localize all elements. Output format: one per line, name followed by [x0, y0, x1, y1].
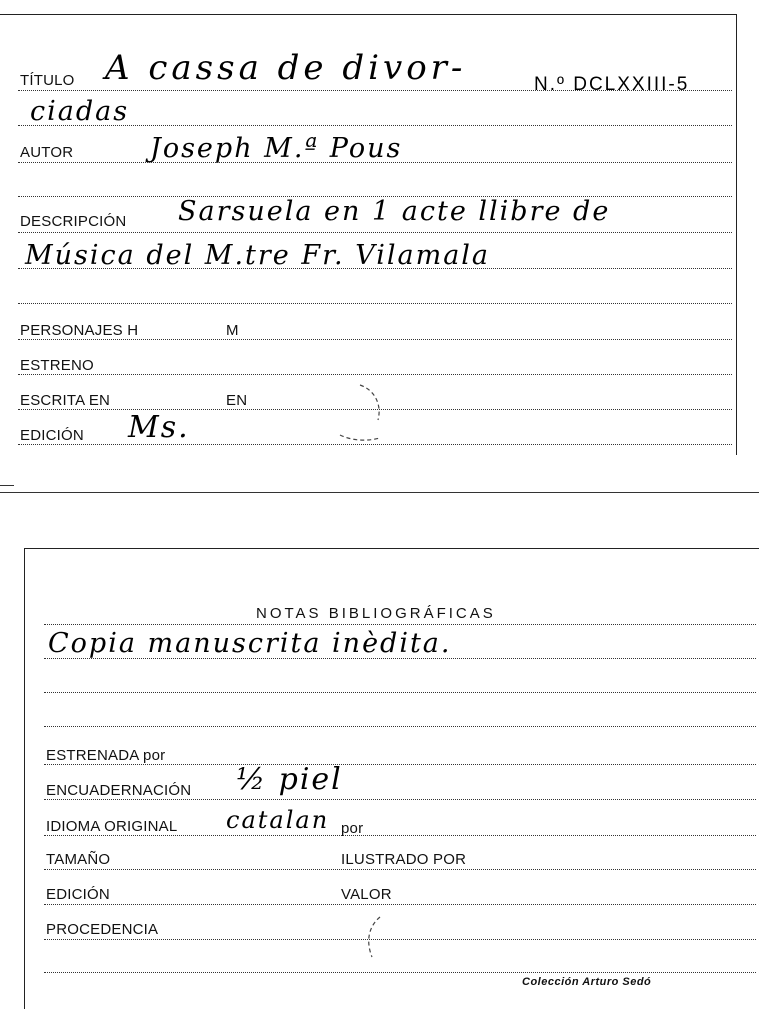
notas-handwriting: Copia manuscrita inèdita. — [48, 628, 452, 659]
notas-line — [44, 624, 756, 625]
tamano-label: TAMAÑO — [46, 851, 111, 868]
catalog-number: N.º DCLXXIII-5 — [534, 74, 690, 95]
collection-footer: Colección Arturo Sedó — [522, 976, 652, 988]
notas-line-2 — [44, 658, 756, 659]
edge-mark — [0, 485, 14, 486]
punch-hole-mark-2 — [360, 912, 430, 972]
idioma-original-label: IDIOMA ORIGINAL — [46, 818, 178, 835]
titulo-handwriting-line2: ciadas — [30, 96, 130, 127]
estrenada-por-label: ESTRENADA por — [46, 747, 166, 764]
punch-hole-mark — [320, 380, 400, 450]
descripcion-handwriting-line1: Sarsuela en 1 acte llibre de — [178, 196, 611, 227]
personajes-m-label: M — [226, 322, 239, 339]
encuadernacion-handwriting: ½ piel — [236, 762, 343, 797]
descripcion-line-2 — [18, 268, 732, 269]
titulo-line — [18, 90, 732, 91]
edicion-handwriting: Ms. — [128, 410, 190, 445]
blank-line-2 — [18, 303, 732, 304]
descripcion-line — [18, 232, 732, 233]
estrenada-line — [44, 764, 756, 765]
notas-line-4 — [44, 726, 756, 727]
notas-heading: NOTAS BIBLIOGRÁFICAS — [256, 605, 496, 622]
encuadernacion-line — [44, 799, 756, 800]
edicion2-line — [44, 904, 756, 905]
autor-handwriting: Joseph M.ª Pous — [150, 133, 403, 164]
edicion2-label: EDICIÓN — [46, 886, 110, 903]
encuadernacion-label: ENCUADERNACIÓN — [46, 782, 192, 799]
idioma-line — [44, 835, 756, 836]
estreno-label: ESTRENO — [20, 357, 94, 374]
escrita-en-second-label: EN — [226, 392, 248, 409]
ilustrado-por-label: ILUSTRADO POR — [341, 851, 467, 868]
idioma-por-label: por — [341, 820, 364, 837]
autor-line — [18, 162, 732, 163]
personajes-line — [18, 339, 732, 340]
estreno-line — [18, 374, 732, 375]
autor-label: AUTOR — [20, 144, 74, 161]
tamano-line — [44, 869, 756, 870]
valor-label: VALOR — [341, 886, 392, 903]
notas-line-3 — [44, 692, 756, 693]
personajes-h-label: PERSONAJES H — [20, 322, 139, 339]
idioma-handwriting: catalan — [226, 806, 330, 834]
titulo-label: TÍTULO — [20, 72, 75, 89]
titulo-line-2 — [18, 125, 732, 126]
procedencia-label: PROCEDENCIA — [46, 921, 159, 938]
card-separator — [0, 492, 759, 493]
edicion-label: EDICIÓN — [20, 427, 84, 444]
escrita-en-label: ESCRITA EN — [20, 392, 111, 409]
descripcion-label: DESCRIPCIÓN — [20, 213, 127, 230]
titulo-handwriting-line1: A cassa de divor- — [105, 48, 467, 88]
descripcion-handwriting-line2: Música del M.tre Fr. Vilamala — [25, 240, 491, 271]
blank-line-3 — [44, 972, 756, 973]
